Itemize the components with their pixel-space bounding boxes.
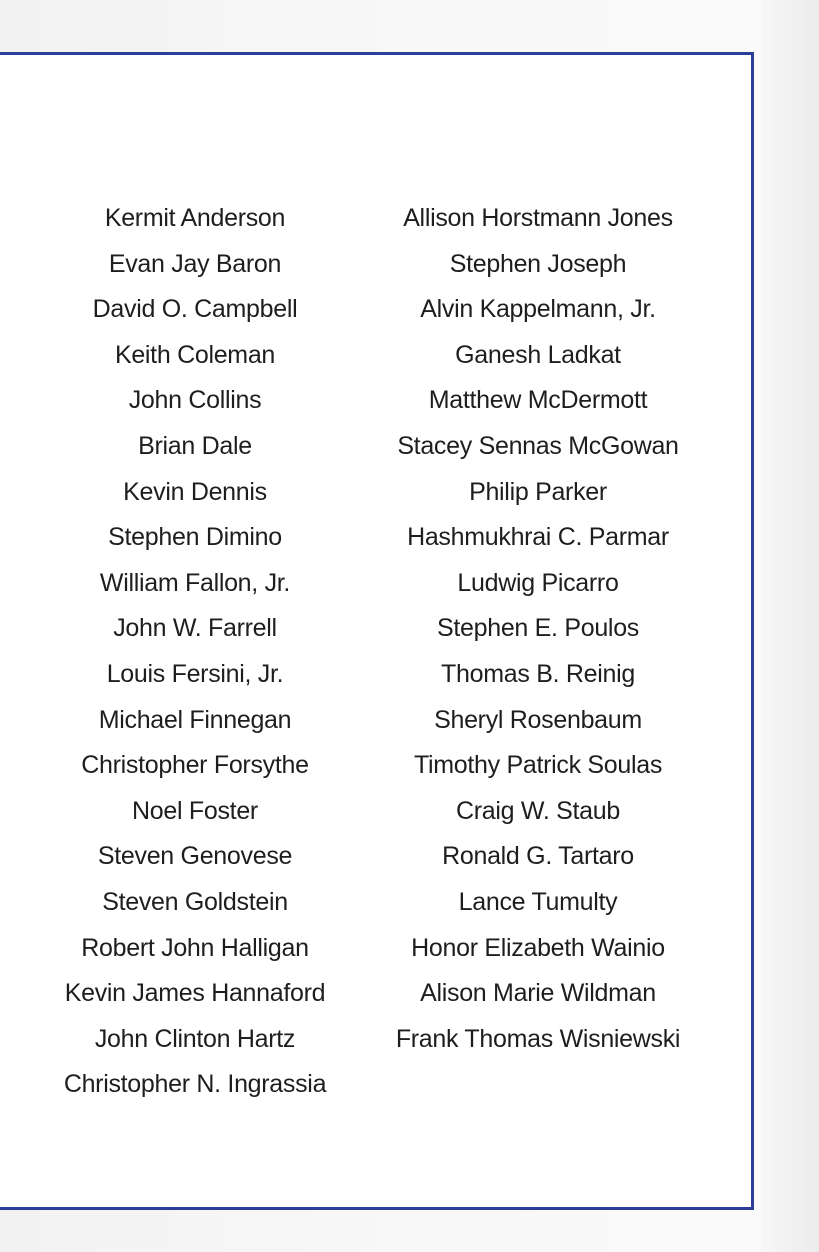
name-entry: Kermit Anderson bbox=[104, 204, 286, 232]
name-entry: Evan Jay Baron bbox=[108, 249, 282, 278]
name-entry: John Collins bbox=[128, 386, 262, 415]
name-entry: Kevin Dennis bbox=[123, 477, 267, 506]
name-entry: Honor Elizabeth Wainio bbox=[411, 933, 665, 962]
name-entry: Thomas B. Reinig bbox=[441, 659, 635, 688]
name-entry: Kevin James Hannaford bbox=[64, 979, 326, 1008]
name-entry: Christopher N. Ingrassia bbox=[63, 1070, 327, 1099]
name-entry: Stephen Dimino bbox=[108, 523, 282, 552]
name-entry: Steven Genovese bbox=[97, 842, 293, 871]
name-entry: John W. Farrell bbox=[113, 614, 277, 643]
name-entry: Christopher Forsythe bbox=[81, 751, 309, 780]
names-column-left bbox=[40, 196, 350, 1108]
name-entry: Frank Thomas Wisniewski bbox=[395, 1024, 681, 1053]
name-entry: Robert John Halligan bbox=[81, 933, 309, 962]
name-entry: Noel Foster bbox=[132, 796, 258, 825]
name-entry: Ronald G. Tartaro bbox=[442, 842, 634, 871]
name-entry: Louis Fersini, Jr. bbox=[106, 659, 284, 688]
name-entry: Keith Coleman bbox=[114, 340, 276, 369]
name-entry: Brian Dale bbox=[138, 431, 252, 460]
name-entry: Alison Marie Wildman bbox=[420, 979, 656, 1008]
name-entry: Ganesh Ladkat bbox=[455, 340, 621, 369]
name-entry: Alvin Kappelmann, Jr. bbox=[420, 295, 656, 324]
page-edge-shade bbox=[761, 0, 819, 1252]
name-entry: David O. Campbell bbox=[92, 295, 298, 324]
name-entry: Stacey Sennas McGowan bbox=[397, 431, 679, 460]
name-entry: Craig W. Staub bbox=[456, 796, 620, 825]
name-entry: Allison Horstmann Jones bbox=[403, 204, 673, 232]
name-entry: Matthew McDermott bbox=[428, 386, 648, 415]
name-entry: John Clinton Hartz bbox=[94, 1024, 296, 1053]
name-entry: Hashmukhrai C. Parmar bbox=[407, 523, 669, 552]
names-column-right bbox=[372, 196, 704, 1062]
name-entry: Michael Finnegan bbox=[98, 705, 292, 734]
name-entry: Stephen Joseph bbox=[449, 249, 627, 278]
name-entry: Philip Parker bbox=[469, 477, 607, 506]
name-entry: Ludwig Picarro bbox=[457, 568, 619, 597]
name-entry: Stephen E. Poulos bbox=[437, 614, 639, 643]
name-entry: William Fallon, Jr. bbox=[99, 568, 291, 597]
name-entry: Timothy Patrick Soulas bbox=[413, 751, 663, 780]
name-entry: Lance Tumulty bbox=[458, 887, 618, 916]
name-entry: Steven Goldstein bbox=[102, 887, 288, 916]
name-entry: Sheryl Rosenbaum bbox=[434, 705, 642, 734]
